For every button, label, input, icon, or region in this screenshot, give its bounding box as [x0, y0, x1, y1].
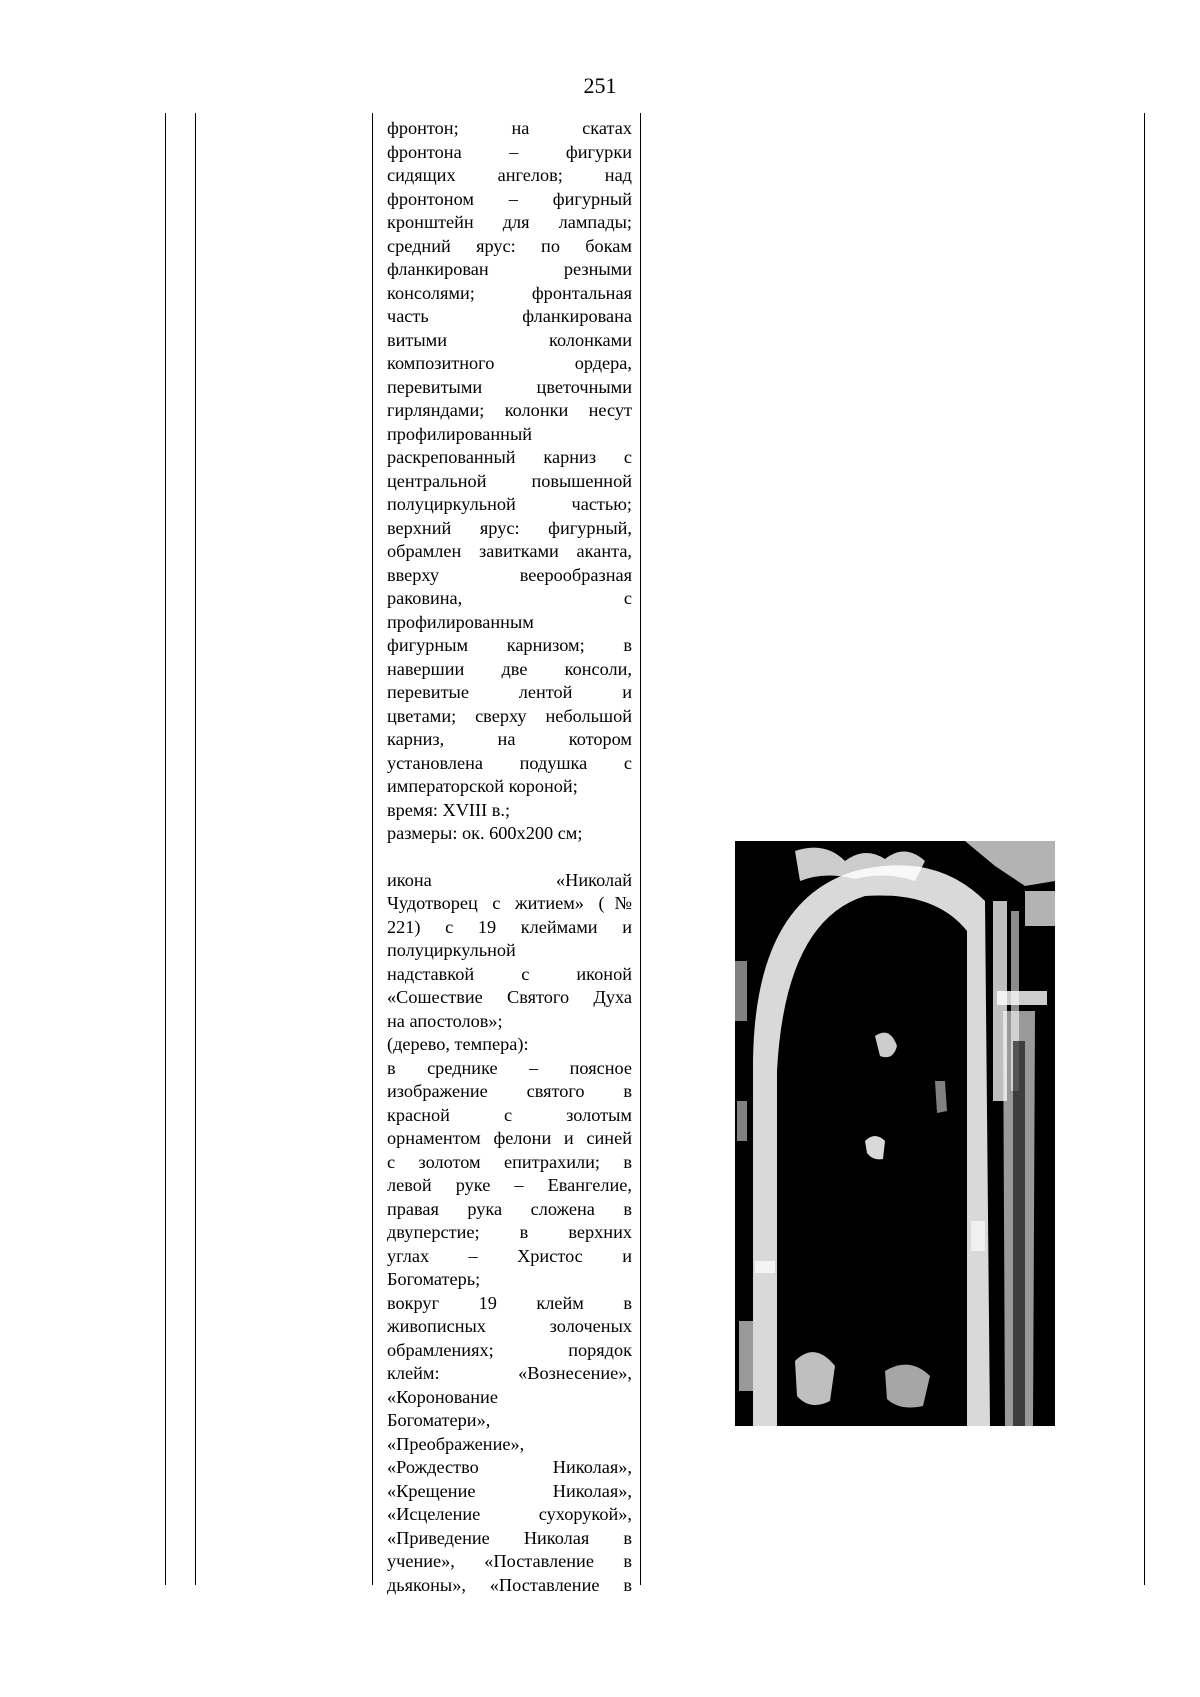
description-line: клейм: «Вознесение»,	[387, 1363, 632, 1383]
description-line: раскрепованный карниз с	[387, 447, 632, 467]
description-line: раковина, с	[387, 588, 632, 608]
table-column-divider-1	[372, 113, 373, 1585]
description-line: перевитые лентой и	[387, 682, 632, 702]
description-line: учение», «Поставление в	[387, 1551, 632, 1571]
description-line: изображение святого в	[387, 1081, 632, 1101]
description-line: обрамлениях; порядок	[387, 1339, 632, 1360]
description-line: «Крещение Николая»,	[387, 1480, 632, 1501]
description-line: «Рождество Николая»,	[387, 1457, 632, 1477]
description-line: фронтоном – фигурный	[387, 188, 632, 209]
description-line: фланкирован резными	[387, 259, 632, 279]
description-line: профилированный	[387, 423, 533, 444]
description-line: гирляндами; колонки несут	[387, 400, 632, 420]
description-line: размеры: ок. 600х200 см;	[387, 823, 583, 843]
description-line: консолями; фронтальная	[387, 282, 632, 303]
description-line: полуциркульной	[387, 940, 516, 960]
description-line: вокруг 19 клейм в	[387, 1292, 632, 1313]
description-line: средний ярус: по бокам	[387, 235, 632, 256]
description-line: правая рука сложена в	[387, 1198, 632, 1219]
description-line: фигурным карнизом; в	[387, 635, 632, 655]
description-line: «Исцеление сухорукой»,	[387, 1504, 632, 1524]
table-column-divider-2	[640, 113, 641, 1585]
description-line: профилированным	[387, 611, 534, 632]
description-line: вверху веерообразная	[387, 564, 632, 585]
table-border-left-outer	[165, 113, 166, 1585]
description-line: 221) с 19 клеймами и	[387, 916, 632, 937]
description-line: установлена подушка с	[387, 752, 632, 773]
description-line: дьяконы», «Поставление в	[387, 1574, 632, 1595]
description-line: Богоматери»,	[387, 1410, 491, 1430]
paragraph-gap	[387, 846, 632, 869]
description-line: икона «Николай	[387, 869, 632, 890]
description-line: Богоматерь;	[387, 1269, 481, 1289]
description-line: надставкой с иконой	[387, 963, 632, 984]
description-line: левой руке – Евангелие,	[387, 1175, 632, 1195]
description-line: двуперстие; в верхних	[387, 1222, 632, 1242]
photo-image	[735, 841, 1055, 1426]
page-number: 251	[583, 73, 617, 98]
description-line: с золотом епитрахили; в	[387, 1151, 632, 1172]
description-line: полуциркульной частью;	[387, 494, 632, 514]
description-line: время: XVIII в.;	[387, 799, 511, 820]
table-border-right	[1144, 113, 1145, 1585]
description-line: цветами; сверху небольшой	[387, 705, 632, 726]
description-line: фронтон; на скатах	[387, 118, 632, 138]
description-line: витыми колонками	[387, 329, 632, 350]
description-line: на апостолов»;	[387, 1010, 503, 1031]
table-border-left-inner	[195, 113, 196, 1585]
description-line: кронштейн для лампады;	[387, 212, 632, 232]
description-line: императорской короной;	[387, 776, 578, 796]
description-line: центральной повышенной	[387, 470, 632, 491]
description-line: «Приведение Николая в	[387, 1527, 632, 1548]
description-line: красной с золотым	[387, 1104, 632, 1125]
description-line: карниз, на котором	[387, 729, 632, 749]
description-line: «Коронование	[387, 1386, 498, 1407]
description-line: Чудотворец с житием» (№	[387, 893, 632, 913]
description-line: «Сошествие Святого Духа	[387, 987, 632, 1007]
description-line: верхний ярус: фигурный,	[387, 517, 632, 538]
description-line: орнаментом фелони и синей	[387, 1128, 632, 1148]
description-line: в среднике – поясное	[387, 1057, 632, 1078]
description-line: углах – Христос и	[387, 1245, 632, 1266]
description-line: перевитыми цветочными	[387, 376, 632, 397]
description-line: (дерево, темпера):	[387, 1034, 529, 1054]
description-line: часть фланкирована	[387, 306, 632, 326]
description-line: «Преображение»,	[387, 1433, 525, 1454]
description-line: композитного ордера,	[387, 353, 632, 373]
iconostasis-photo	[735, 841, 1055, 1426]
description-line: живописных золоченых	[387, 1316, 632, 1336]
description-column	[387, 117, 632, 1597]
description-line: навершии две консоли,	[387, 658, 632, 679]
description-line: фронтона – фигурки	[387, 141, 632, 162]
description-line: сидящих ангелов; над	[387, 165, 632, 185]
description-line: обрамлен завитками аканта,	[387, 541, 632, 561]
